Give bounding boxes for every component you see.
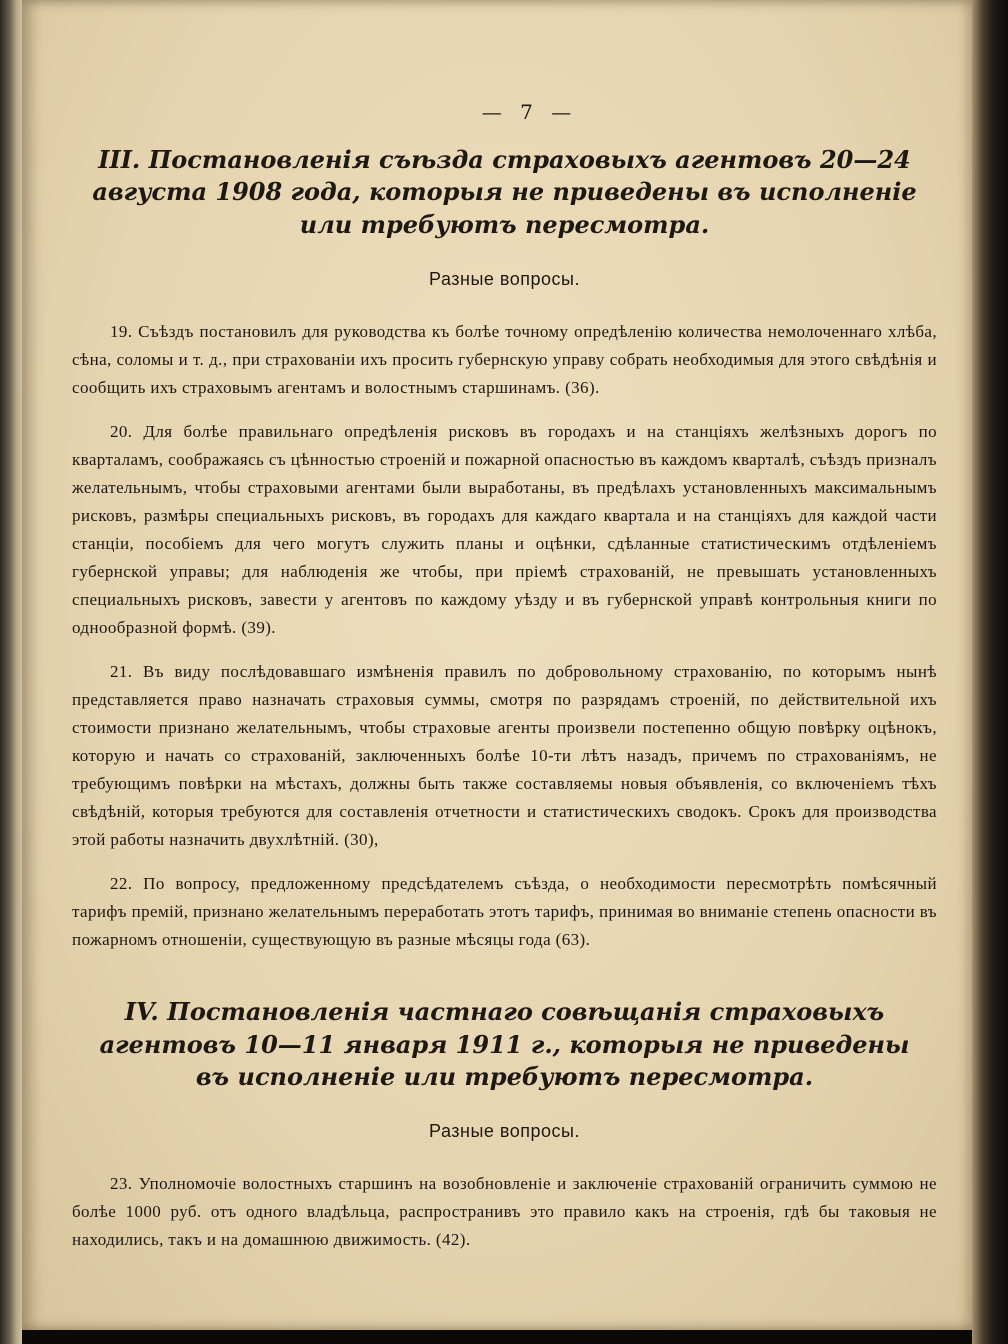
paragraph-19: 19. Съѣздъ постановилъ для руководства къ болѣе точному опредѣленію количества немолоченнаго хлѣба, сѣна, соломы и т. д., при страхованіи ихъ просить губернскую управу собрать необходимыя для этого свѣдѣнія и сообщить ихъ страховымъ агентамъ и волостнымъ старшинамъ. (36). bbox=[72, 322, 937, 398]
page-edge bbox=[972, 0, 1008, 1344]
paragraph-22: 22. По вопросу, предложенному предсѣдателемъ съѣзда, о необходимости пересмотрѣть помѣсячный тарифъ премій, признано желательнымъ переработать этотъ тарифъ, принимая во вниманіе степень опасности въ пожарномъ отношеніи, существующую въ разные мѣсяцы года (63). bbox=[72, 874, 937, 950]
section-4-title: IV. Постановленія частнаго совѣщанія страховыхъ агентовъ 10—11 января 1911 г., которыя не приведены въ исполненіе или требуютъ пересмотра. bbox=[99, 997, 910, 1091]
paragraph-21: 21. Въ виду послѣдовавшаго измѣненія правилъ по добровольному страхованію, по которымъ нынѣ представляется право назначать страховыя суммы, смотря по разрядамъ строеній, по действительной ихъ стоимости признано желательнымъ, чтобы страховые агенты произвели постепенно общую повѣрку оцѣнокъ, которую и начать со страхованій, заключенныхъ болѣе 10-ти лѣтъ назадъ, причемъ по страхованіямъ, не требующимъ повѣрки на мѣстахъ, должны быть также составляемы новыя объявленія, со включеніемъ тѣхъ свѣдѣній, которыя требуются для составленія отчетности и статистическихъ сводокъ. Срокъ для производства этой работы назначить двухлѣтній. (30), bbox=[72, 662, 937, 850]
section-4-subheading: Разные вопросы. bbox=[429, 1121, 580, 1142]
section-3-subheading: Разные вопросы. bbox=[429, 269, 580, 290]
page-number: — 7 — bbox=[481, 100, 578, 124]
section-3-title: III. Постановленія съѣзда страховыхъ агентовъ 20—24 августа 1908 года, которыя не приведены въ исполненіе или требуютъ пересмотра. bbox=[92, 145, 917, 239]
binding-strip bbox=[0, 0, 22, 1344]
book-page bbox=[22, 0, 972, 1330]
paragraph-20: 20. Для болѣе правильнаго опредѣленія рисковъ въ городахъ и на станціяхъ желѣзныхъ дорогъ по кварталамъ, соображаясь съ цѣнностью строеній и пожарной опасностью въ каждомъ кварталѣ, съѣздъ призналъ желательнымъ, чтобы страховыми агентами были выработаны, въ предѣлахъ установленныхъ максимальнымъ рисковъ, размѣры специальныхъ рисковъ, въ городахъ для каждаго квартала и на станціяхъ для каждой части станціи, пособіемъ для чего могутъ служить планы и оцѣнки, сдѣланные статистическимъ отдѣленіемъ губернской управы; для наблюденія же чтобы, при пріемѣ страхованій, не превышать установленныхъ специальныхъ рисковъ, завести у агентовъ по каждому уѣзду и въ губернской управѣ контрольныя книги по однообразной формѣ. (39). bbox=[72, 422, 937, 638]
page-content bbox=[72, 100, 937, 1270]
paragraph-23: 23. Уполномочіе волостныхъ старшинъ на возобновленіе и заключеніе страхованій ограничить суммою не болѣе 1000 руб. отъ одного владѣльца, распространивъ это правило какъ на строенія, гдѣ бы таковыя не находились, такъ и на домашнюю движимость. (42). bbox=[72, 1174, 937, 1250]
